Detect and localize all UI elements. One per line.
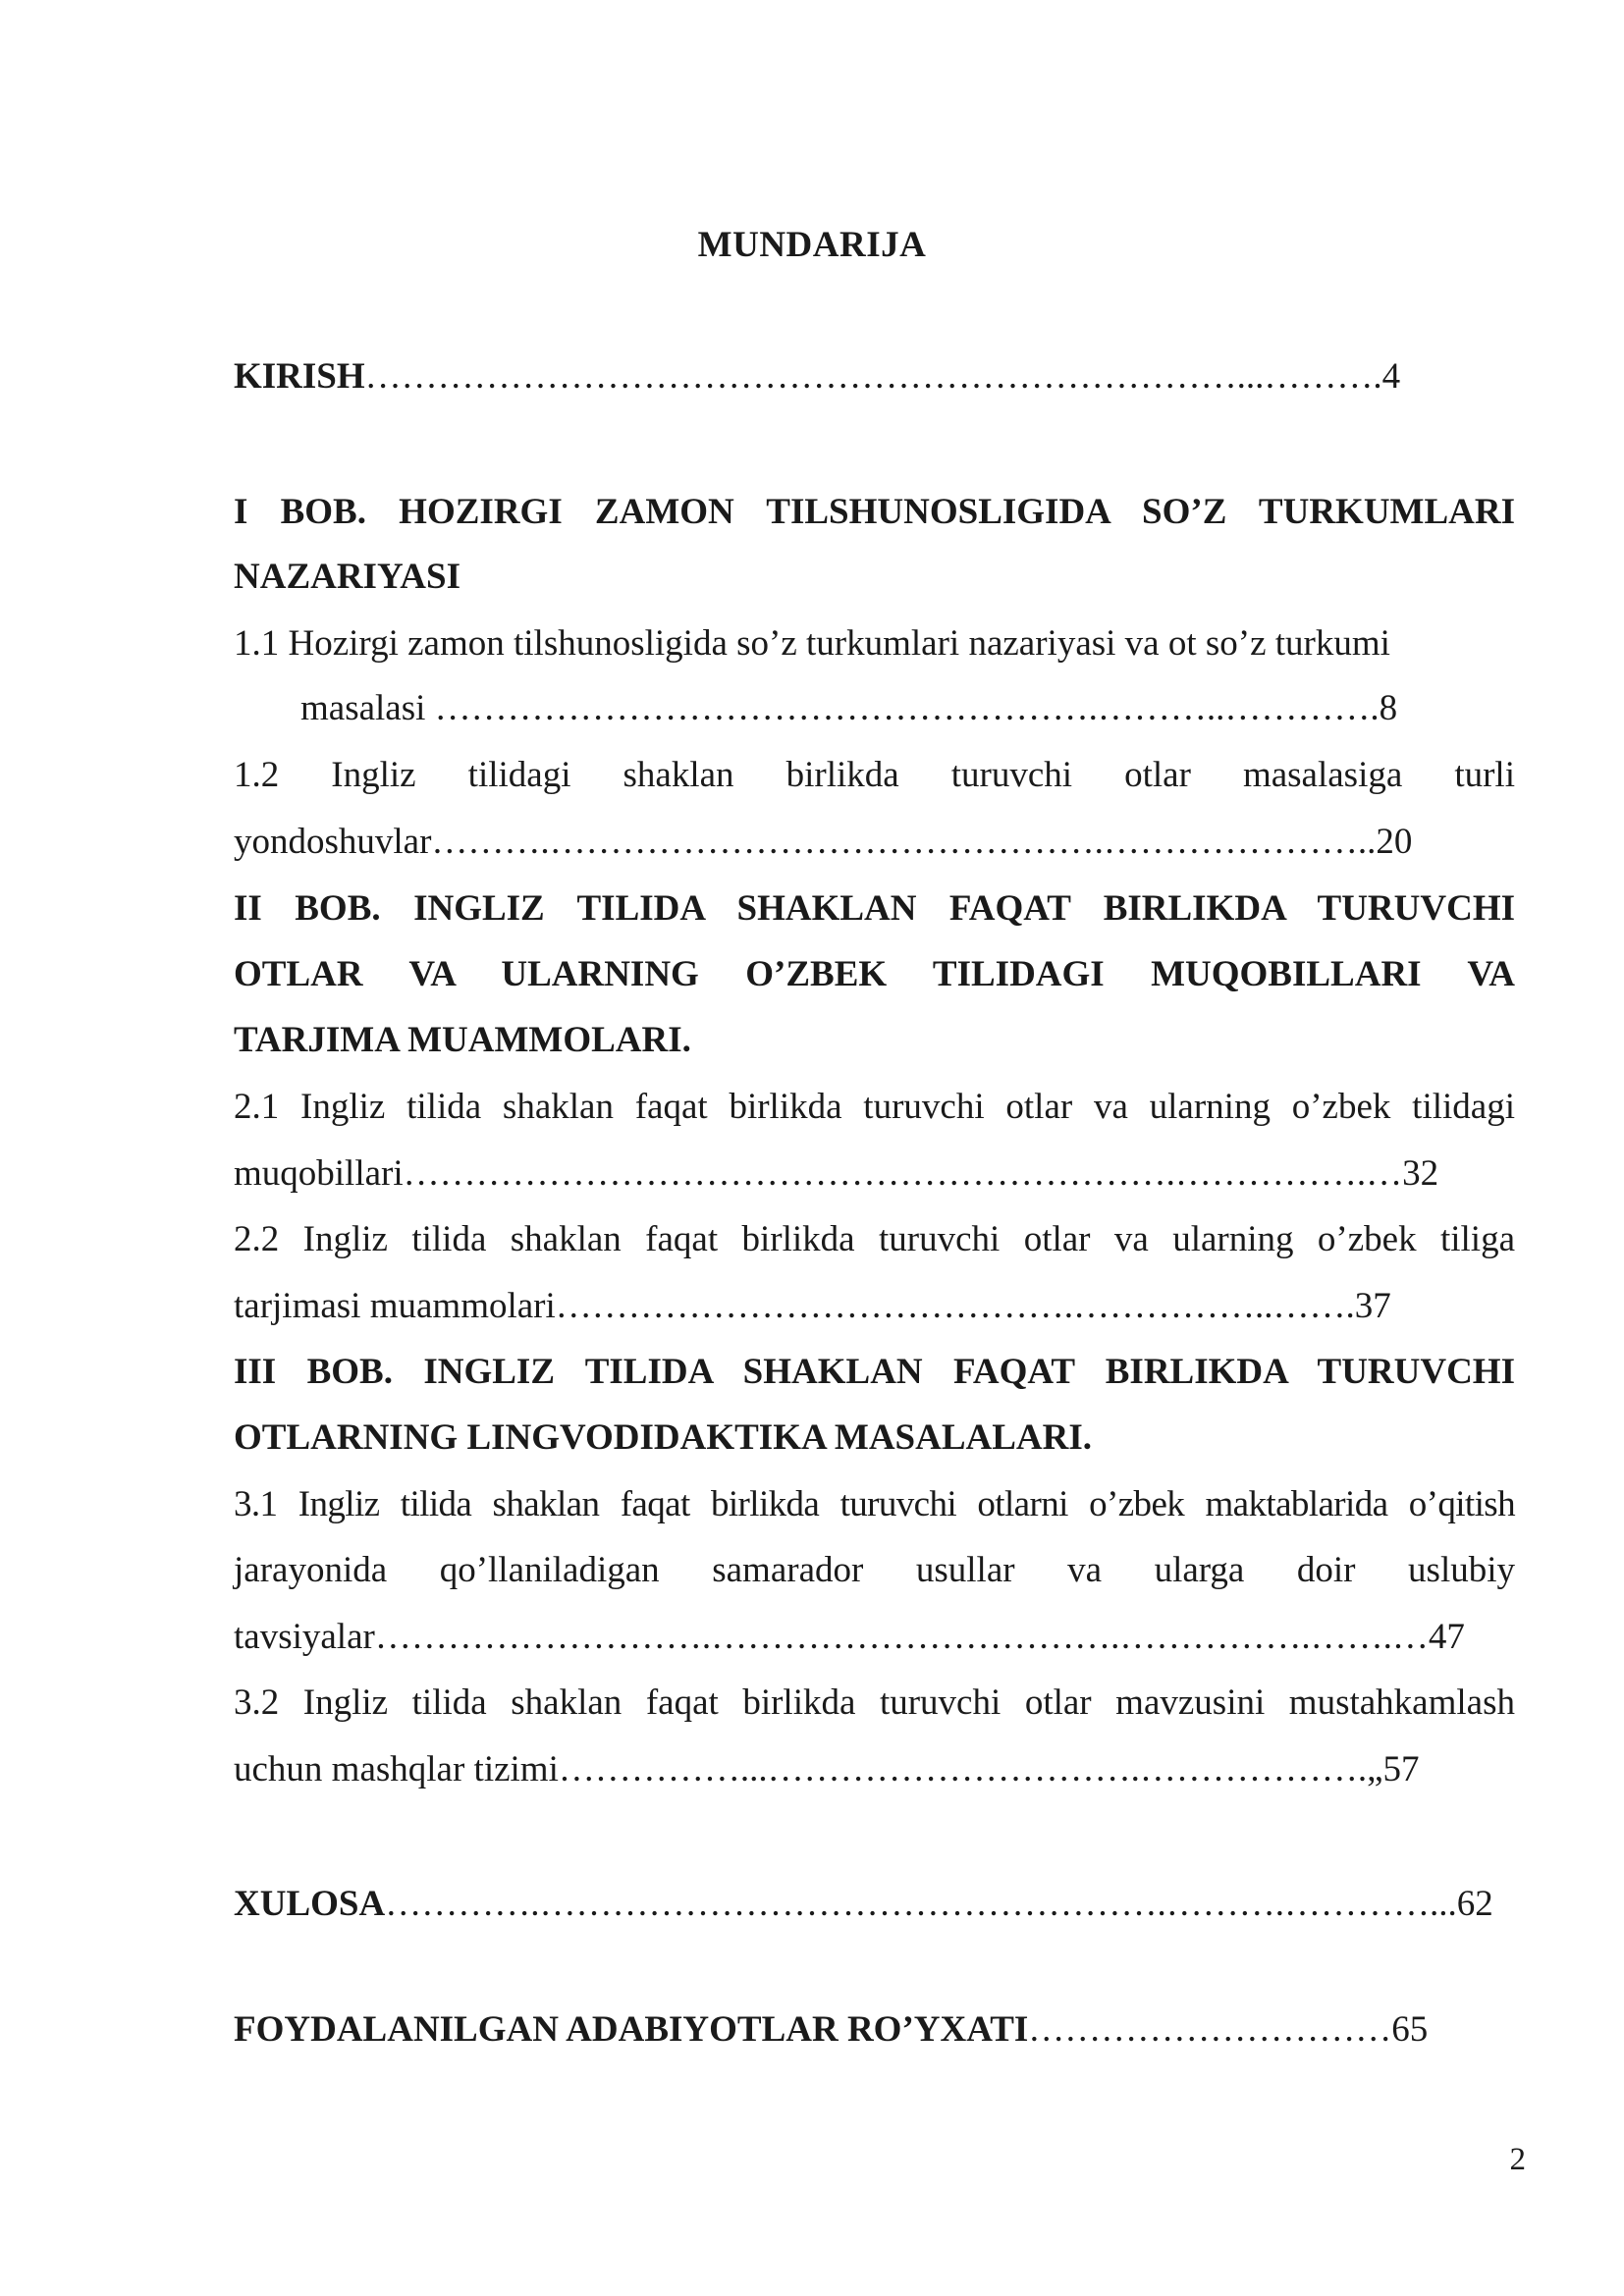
toc-entry-leader: …………………………65 bbox=[1028, 2009, 1429, 2050]
toc-entry-kirish[interactable] bbox=[234, 349, 1400, 404]
toc-section-2-1-line-2[interactable]: muqobillari……………………………………………………….…………….…32 bbox=[234, 1153, 1439, 1194]
toc-chapter-2-line-3[interactable]: TARJIMA MUAMMOLARI. bbox=[234, 1020, 691, 1060]
toc-entry-label: KIRISH bbox=[234, 356, 365, 397]
toc-chapter-1-line-1[interactable]: I BOB. HOZIRGI ZAMON TILSHUNOSLIGIDA SO’Z TURKUMLARI bbox=[234, 492, 1515, 532]
toc-section-1-2-line-1[interactable]: 1.2 Ingliz tilidagi shaklan birlikda turuvchi otlar masalasiga turli bbox=[234, 755, 1515, 795]
page-number: 2 bbox=[1509, 2142, 1526, 2177]
toc-entry-label: FOYDALANILGAN ADABIYOTLAR RO’YXATI bbox=[234, 2009, 1029, 2050]
toc-chapter-2-line-1[interactable]: II BOB. INGLIZ TILIDA SHAKLAN FAQAT BIRLIKDA TURUVCHI bbox=[234, 888, 1515, 929]
toc-chapter-1-line-2[interactable]: NAZARIYASI bbox=[234, 557, 460, 597]
toc-entry-label: XULOSA bbox=[234, 1884, 386, 1924]
toc-section-1-2-line-2[interactable]: yondoshuvlar……….……………………………………….…………………..20 bbox=[234, 822, 1413, 862]
toc-section-1-1-line-2[interactable]: masalasi ……………………………………………….………..………….8 bbox=[300, 688, 1398, 728]
toc-section-1-1-line-1[interactable]: 1.1 Hozirgi zamon tilshunosligida so’z turkumlari nazariyasi va ot so’z turkumi bbox=[234, 623, 1390, 664]
toc-section-3-1-line-3[interactable]: tavsiyalar……………………….…………………………….…………….…….…47 bbox=[234, 1617, 1465, 1657]
toc-section-3-1-line-1[interactable]: 3.1 Ingliz tilida shaklan faqat birlikda turuvchi otlarni o’zbek maktablarida o’qitish bbox=[234, 1484, 1515, 1524]
toc-section-2-1-line-1[interactable]: 2.1 Ingliz tilida shaklan faqat birlikda turuvchi otlar va ularning o’zbek tilidagi bbox=[234, 1087, 1515, 1127]
toc-chapter-2-line-2[interactable]: OTLAR VA ULARNING O’ZBEK TILIDAGI MUQOBILLARI VA bbox=[234, 954, 1515, 994]
toc-entry-bibliography[interactable] bbox=[234, 2002, 1428, 2057]
toc-section-3-2-line-1[interactable]: 3.2 Ingliz tilida shaklan faqat birlikda turuvchi otlar mavzusini mustahkamlash bbox=[234, 1682, 1515, 1723]
toc-section-3-2-line-2[interactable]: uchun mashqlar tizimi……………...………………………….……………….„57 bbox=[234, 1749, 1420, 1789]
toc-entry-leader: ………….…………………………………………….……….…………...62 bbox=[385, 1884, 1493, 1924]
toc-section-3-1-line-2[interactable]: jarayonida qo’llaniladigan samarador usullar va ularga doir uslubiy bbox=[234, 1550, 1515, 1590]
toc-section-2-2-line-1[interactable]: 2.2 Ingliz tilida shaklan faqat birlikda turuvchi otlar va ularning o’zbek tiliga bbox=[234, 1219, 1515, 1259]
toc-entry-xulosa[interactable] bbox=[234, 1877, 1493, 1932]
toc-section-2-2-line-2[interactable]: tarjimasi muammolari…………………………………….……………..…….37 bbox=[234, 1286, 1391, 1326]
toc-chapter-3-line-2[interactable]: OTLARNING LINGVODIDAKTIKA MASALALARI. bbox=[234, 1417, 1093, 1458]
toc-chapter-3-line-1[interactable]: III BOB. INGLIZ TILIDA SHAKLAN FAQAT BIRLIKDA TURUVCHI bbox=[234, 1352, 1515, 1392]
page-title: MUNDARIJA bbox=[697, 225, 927, 265]
toc-entry-leader: ………………………………………………………………...……….4 bbox=[364, 356, 1401, 397]
